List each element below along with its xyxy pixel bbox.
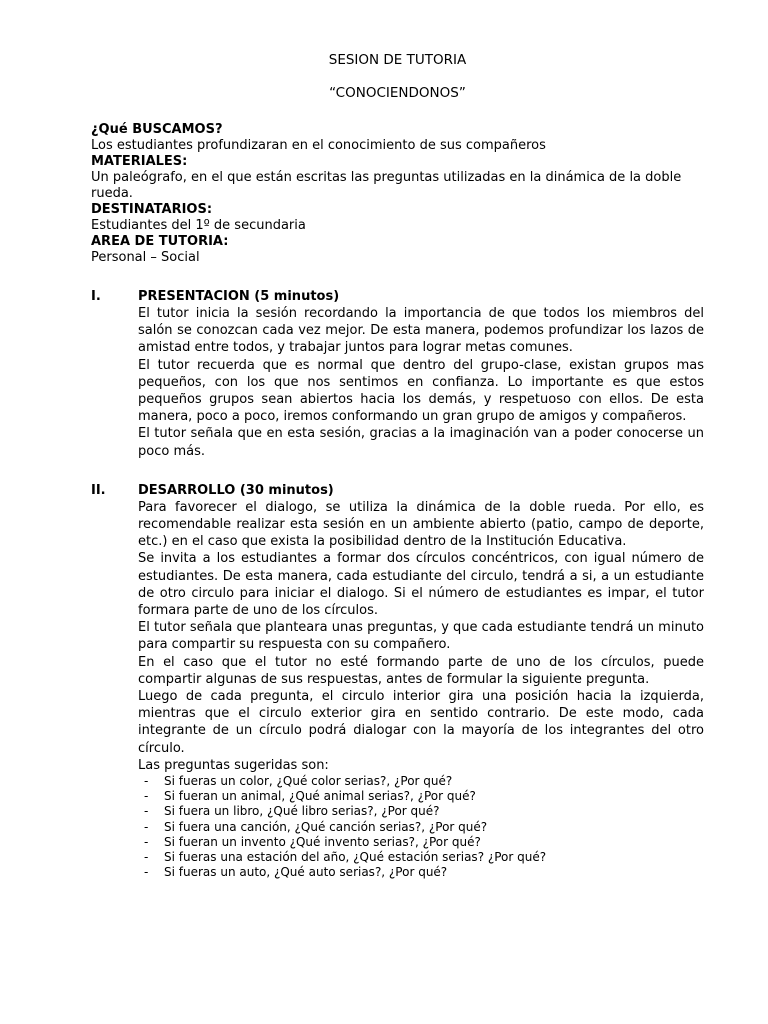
paragraph: El tutor señala que en esta sesión, gracias a la imaginación van a poder conocerse un poco más. bbox=[138, 426, 704, 459]
meta-label-destinatarios: DESTINATARIOS: bbox=[91, 202, 213, 217]
section-heading: PRESENTACION (5 minutos) bbox=[138, 289, 340, 304]
paragraph: El tutor recuerda que es normal que dentro del grupo-clase, existan grupos mas pequeños, con los que nos sentimos en confianza. Lo importante es que estos pequeños grupos sean abiertos hacia los demás, y respetuoso con ellos. De esta manera, poco a poco, iremos conformando un gran grupo de amigos y compañeros. bbox=[138, 357, 704, 425]
list-item bbox=[138, 835, 704, 850]
meta-label-materiales: MATERIALES: bbox=[91, 154, 188, 169]
list-item bbox=[138, 850, 704, 865]
question-text: Si fueras una estación del año, ¿Qué estación serias? ¿Por qué? bbox=[164, 850, 547, 865]
list-item bbox=[138, 865, 704, 880]
list-item bbox=[138, 804, 704, 819]
question-text: Si fueran un animal, ¿Qué animal serias?, ¿Por qué? bbox=[164, 789, 476, 804]
meta-label-area: AREA DE TUTORIA: bbox=[91, 234, 229, 249]
question-text: Si fuera un libro, ¿Qué libro serias?, ¿Por qué? bbox=[164, 804, 440, 819]
dash-bullet: - bbox=[144, 819, 149, 834]
meta-value-materiales: Un paleógrafo, en el que están escritas las preguntas utilizadas en la dinámica de la doble rueda. bbox=[91, 170, 682, 201]
section-desarrollo bbox=[91, 482, 704, 881]
paragraph: Para favorecer el dialogo, se utiliza la dinámica de la doble rueda. Por ello, es recomendable realizar esta sesión en un ambiente abierto (patio, campo de deporte, etc.) en el caso que exista la posibilidad dentro de la Institución Educativa. bbox=[138, 499, 704, 550]
meta-value-buscamos: Los estudiantes profundizaran en el conocimiento de sus compañeros bbox=[91, 138, 546, 153]
list-item bbox=[138, 789, 704, 804]
section-number: I. bbox=[91, 289, 101, 304]
paragraph: El tutor inicia la sesión recordando la importancia de que todos los miembros del salón se conozcan cada vez mejor. De esta manera, podemos profundizar los lazos de amistad entre todos, y trabajar juntos para lograr metas comunes. bbox=[138, 306, 704, 356]
dash-bullet: - bbox=[144, 774, 149, 789]
paragraph: Luego de cada pregunta, el circulo interior gira una posición hacia la izquierda, mientras que el circulo exterior gira en sentido contrario. De este modo, cada integrante de un círculo podrá dialogar con la mayoría de los integrantes del otro círculo. bbox=[138, 689, 704, 756]
section-presentacion bbox=[91, 288, 704, 460]
document-subtitle: “CONOCIENDONOS” bbox=[329, 85, 466, 101]
paragraph: El tutor señala que planteara unas preguntas, y que cada estudiante tendrá un minuto para compartir su respuesta con su compañero. bbox=[138, 620, 704, 653]
document-title: SESION DE TUTORIA bbox=[328, 52, 467, 68]
dash-bullet: - bbox=[144, 865, 149, 880]
dash-bullet: - bbox=[144, 850, 149, 865]
question-text: Si fueras un auto, ¿Qué auto serias?, ¿Por qué? bbox=[164, 865, 448, 880]
meta-block bbox=[91, 122, 704, 266]
paragraph: En el caso que el tutor no esté formando parte de uno de los círculos, puede compartir algunas de sus respuestas, antes de formular la siguiente pregunta. bbox=[138, 654, 704, 687]
question-text: Si fueran un invento ¿Qué invento serias?, ¿Por qué? bbox=[164, 834, 481, 849]
questions-list bbox=[138, 774, 704, 880]
list-intro: Las preguntas sugeridas son: bbox=[138, 757, 329, 773]
dash-bullet: - bbox=[144, 834, 149, 849]
meta-value-destinatarios: Estudiantes del 1º de secundaria bbox=[91, 218, 306, 233]
list-item bbox=[138, 774, 704, 789]
question-text: Si fuera una canción, ¿Qué canción serias?, ¿Por qué? bbox=[164, 819, 488, 834]
dash-bullet: - bbox=[144, 804, 149, 819]
list-item bbox=[138, 820, 704, 835]
paragraph: Se invita a los estudiantes a formar dos círculos concéntricos, con igual número de estudiantes. De esta manera, cada estudiante del circulo, tendrá a si, a un estudiante de otro circulo para iniciar el dialogo. Si el número de estudiantes es impar, el tutor formara parte de uno de los círculos. bbox=[138, 551, 704, 619]
question-text: Si fueras un color, ¿Qué color serias?, ¿Por qué? bbox=[164, 774, 453, 789]
meta-value-area: Personal – Social bbox=[91, 250, 200, 265]
meta-label-buscamos: ¿Qué BUSCAMOS? bbox=[91, 122, 223, 137]
section-heading: DESARROLLO (30 minutos) bbox=[138, 482, 334, 498]
section-number: II. bbox=[91, 482, 106, 498]
dash-bullet: - bbox=[144, 789, 149, 804]
